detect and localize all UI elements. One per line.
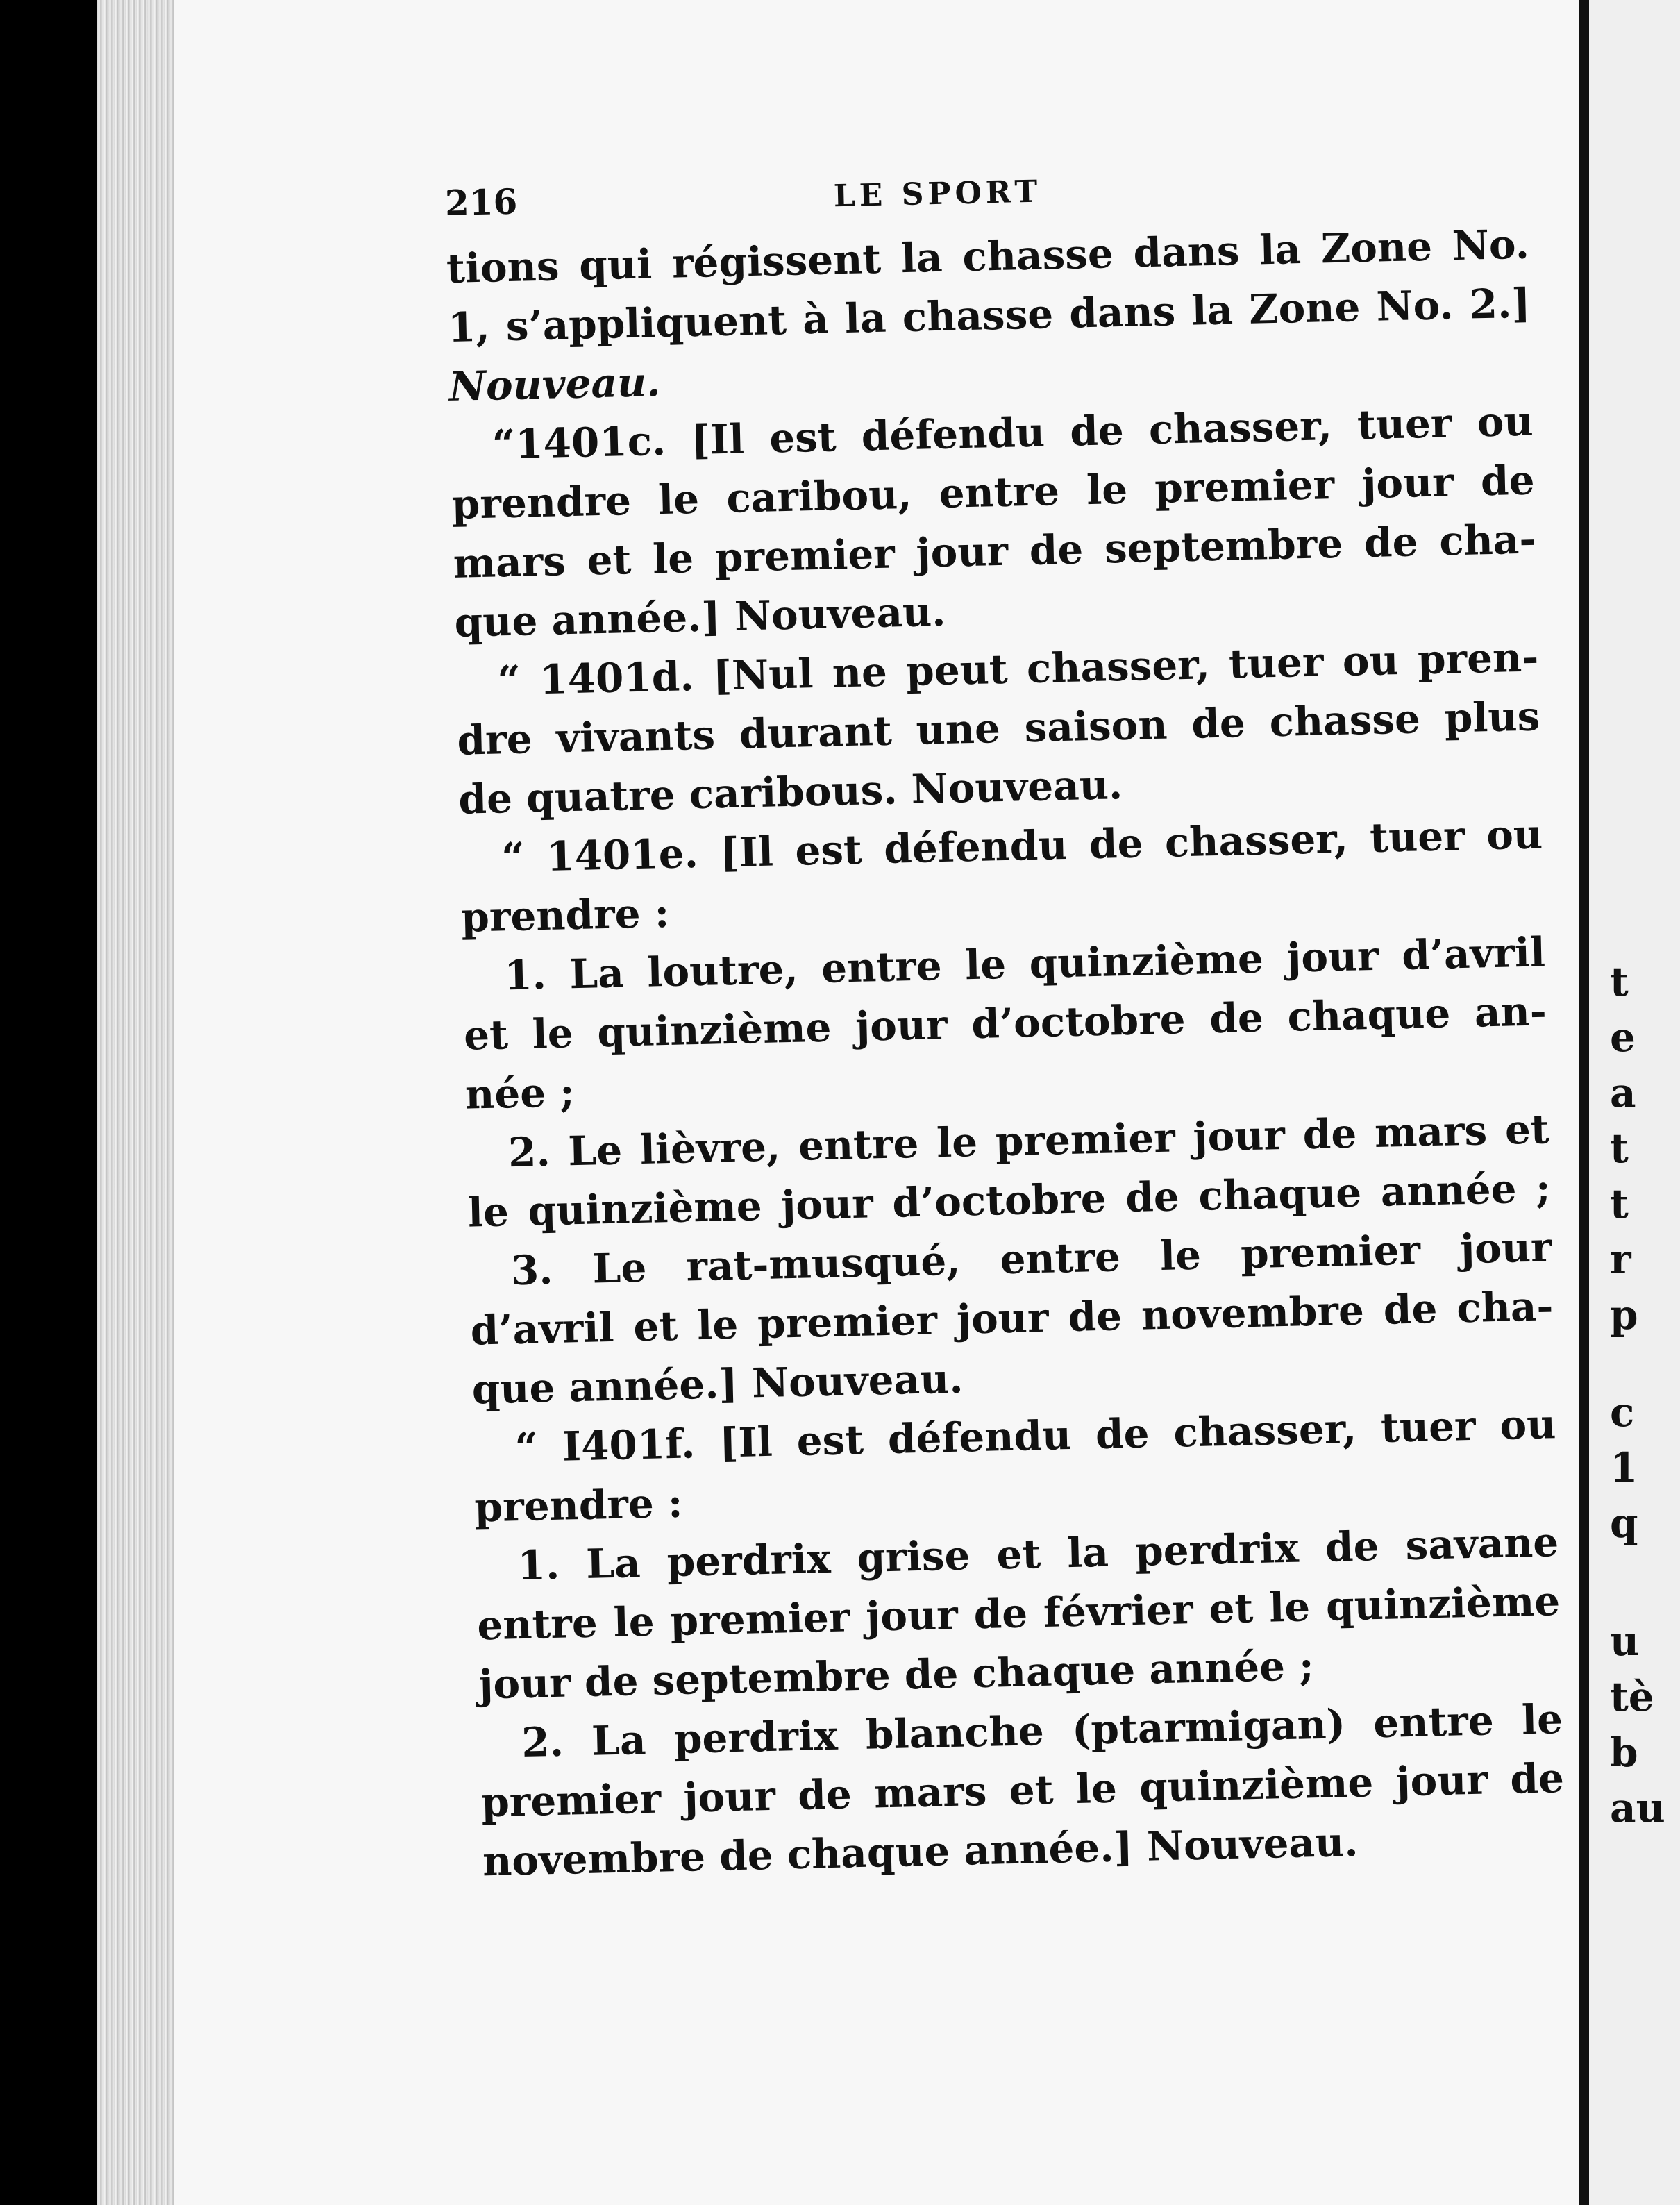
page-number: 216 <box>444 181 518 224</box>
next-page-edge <box>1589 0 1680 2205</box>
fragment: r <box>1610 1236 1631 1283</box>
text-line: d’avril et le premier jour de novembre de cha- <box>470 1282 1554 1355</box>
fragment: t <box>1610 1125 1629 1172</box>
text-line: de quatre caribous. Nouveau. <box>457 761 1123 823</box>
text-line: prendre : <box>460 889 670 941</box>
fragment: c <box>1610 1389 1635 1436</box>
fragment: p <box>1610 1291 1638 1339</box>
text-line: entre le premier jour de février et le quinzième <box>476 1577 1561 1650</box>
fragment: t <box>1610 958 1629 1005</box>
text-line: premier jour de mars et le quinzième jour de <box>480 1754 1565 1827</box>
text-line: tions qui régissent la chasse dans la Zone No. <box>446 220 1530 292</box>
text-line: jour de septembre de chaque année ; <box>478 1642 1315 1709</box>
text-line: 1, s’appliquent à la chasse dans la Zone No. 2.] <box>447 279 1531 351</box>
page-text <box>444 149 1566 1892</box>
text-line: 1. La loutre, entre le quinzième jour d’avril <box>503 928 1546 1000</box>
text-line: novembre de chaque année.] Nouveau. <box>482 1818 1359 1886</box>
text-line: et le quinzième jour d’octobre de chaque an- <box>463 987 1547 1059</box>
text-line: née ; <box>464 1068 576 1118</box>
text-line: mars et le premier jour de septembre de cha- <box>452 515 1537 587</box>
text-line: 1. La perdrix grise et la perdrix de savane <box>516 1518 1559 1590</box>
text-line: que année.] Nouveau. <box>471 1355 964 1414</box>
fragment: b <box>1610 1729 1638 1776</box>
text-line: 2. La perdrix blanche (ptarmigan) entre le <box>521 1695 1563 1767</box>
text-line: prendre le caribou, entre le premier jour de <box>451 456 1536 528</box>
text-line: le quinzième jour d’octobre de chaque année ; <box>467 1164 1552 1236</box>
fragment: q <box>1610 1500 1638 1547</box>
fragment: u <box>1610 1618 1640 1665</box>
fragment: a <box>1610 1069 1636 1116</box>
gutter <box>1579 0 1589 2205</box>
text-line: “ 1401e. [Il est défendu de chasser, tuer ou <box>501 810 1543 882</box>
fragment: t <box>1610 1180 1629 1227</box>
text-line: prendre : <box>473 1479 684 1532</box>
fragment: e <box>1610 1014 1636 1061</box>
fragment: 1 <box>1610 1444 1638 1491</box>
text-line: “ 1401d. [Nul ne peut chasser, tuer ou pren- <box>496 633 1539 705</box>
text-line: “1401c. [Il est défendu de chasser, tuer ou <box>492 397 1534 469</box>
text-line: Nouveau. <box>448 358 662 410</box>
text-line: dre vivants durant une saison de chasse plus <box>456 692 1540 764</box>
running-head: LE SPORT <box>833 174 1042 215</box>
fragment: au <box>1610 1784 1665 1831</box>
text-line: 3. Le rat-musqué, entre le premier jour <box>510 1223 1553 1295</box>
text-line: 2. Le lièvre, entre le premier jour de mars et <box>507 1105 1550 1177</box>
text-line: que année.] Nouveau. <box>453 587 947 646</box>
page-edges <box>97 0 180 2205</box>
fragment: tè <box>1610 1673 1654 1720</box>
text-line: “ I401f. [Il est défendu de chasser, tuer ou <box>514 1400 1557 1472</box>
